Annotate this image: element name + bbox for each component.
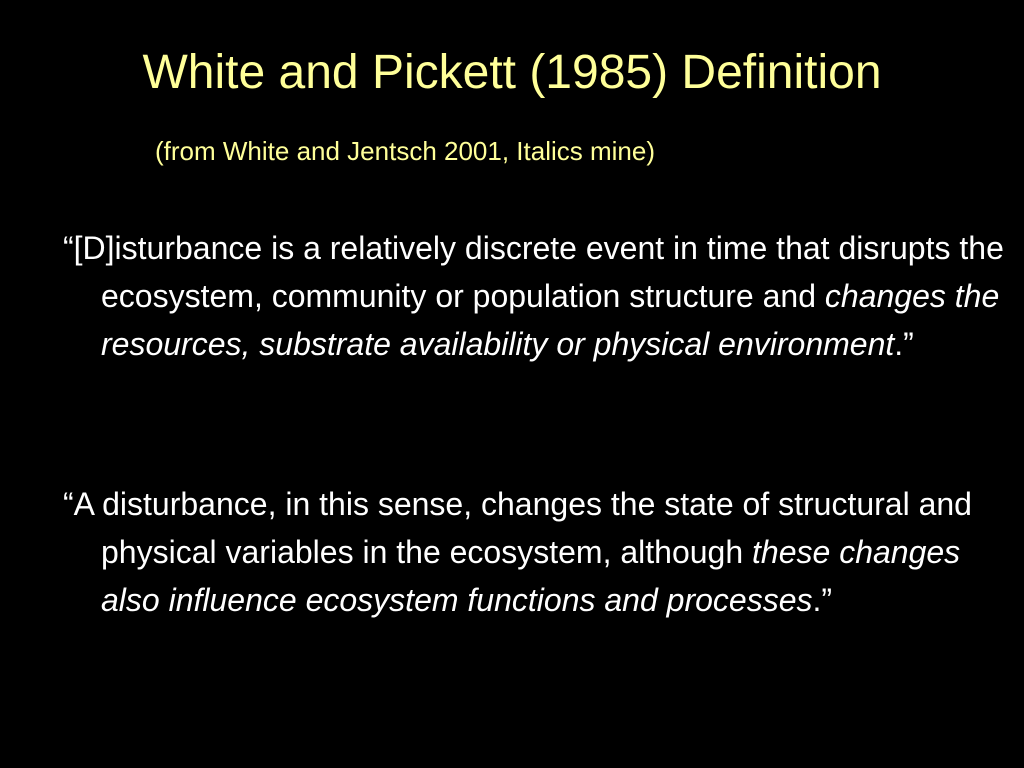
paragraph-2-closing: .” [812,582,833,618]
slide-title: White and Pickett (1985) Definition [142,46,882,99]
paragraph-2-italic-text: these changes also influence ecosystem functions and processes [101,534,961,618]
definition-paragraph-1 [63,224,1021,368]
slide-subtitle: (from White and Jentsch 2001, Italics mine) [155,136,655,166]
paragraph-2-text: “A disturbance, in this sense, changes the state of structural and physical variables in the ecosystem, although [63,486,972,570]
paragraph-1-text: “[D]isturbance is a relatively discrete event in time that disrupts the ecosystem, community or population structure and [63,230,1004,314]
paragraph-1-italic-text: changes the resources, substrate availability or physical environment [101,278,1000,362]
paragraph-1-closing: .” [894,326,914,362]
definition-paragraph-2 [63,480,1021,624]
